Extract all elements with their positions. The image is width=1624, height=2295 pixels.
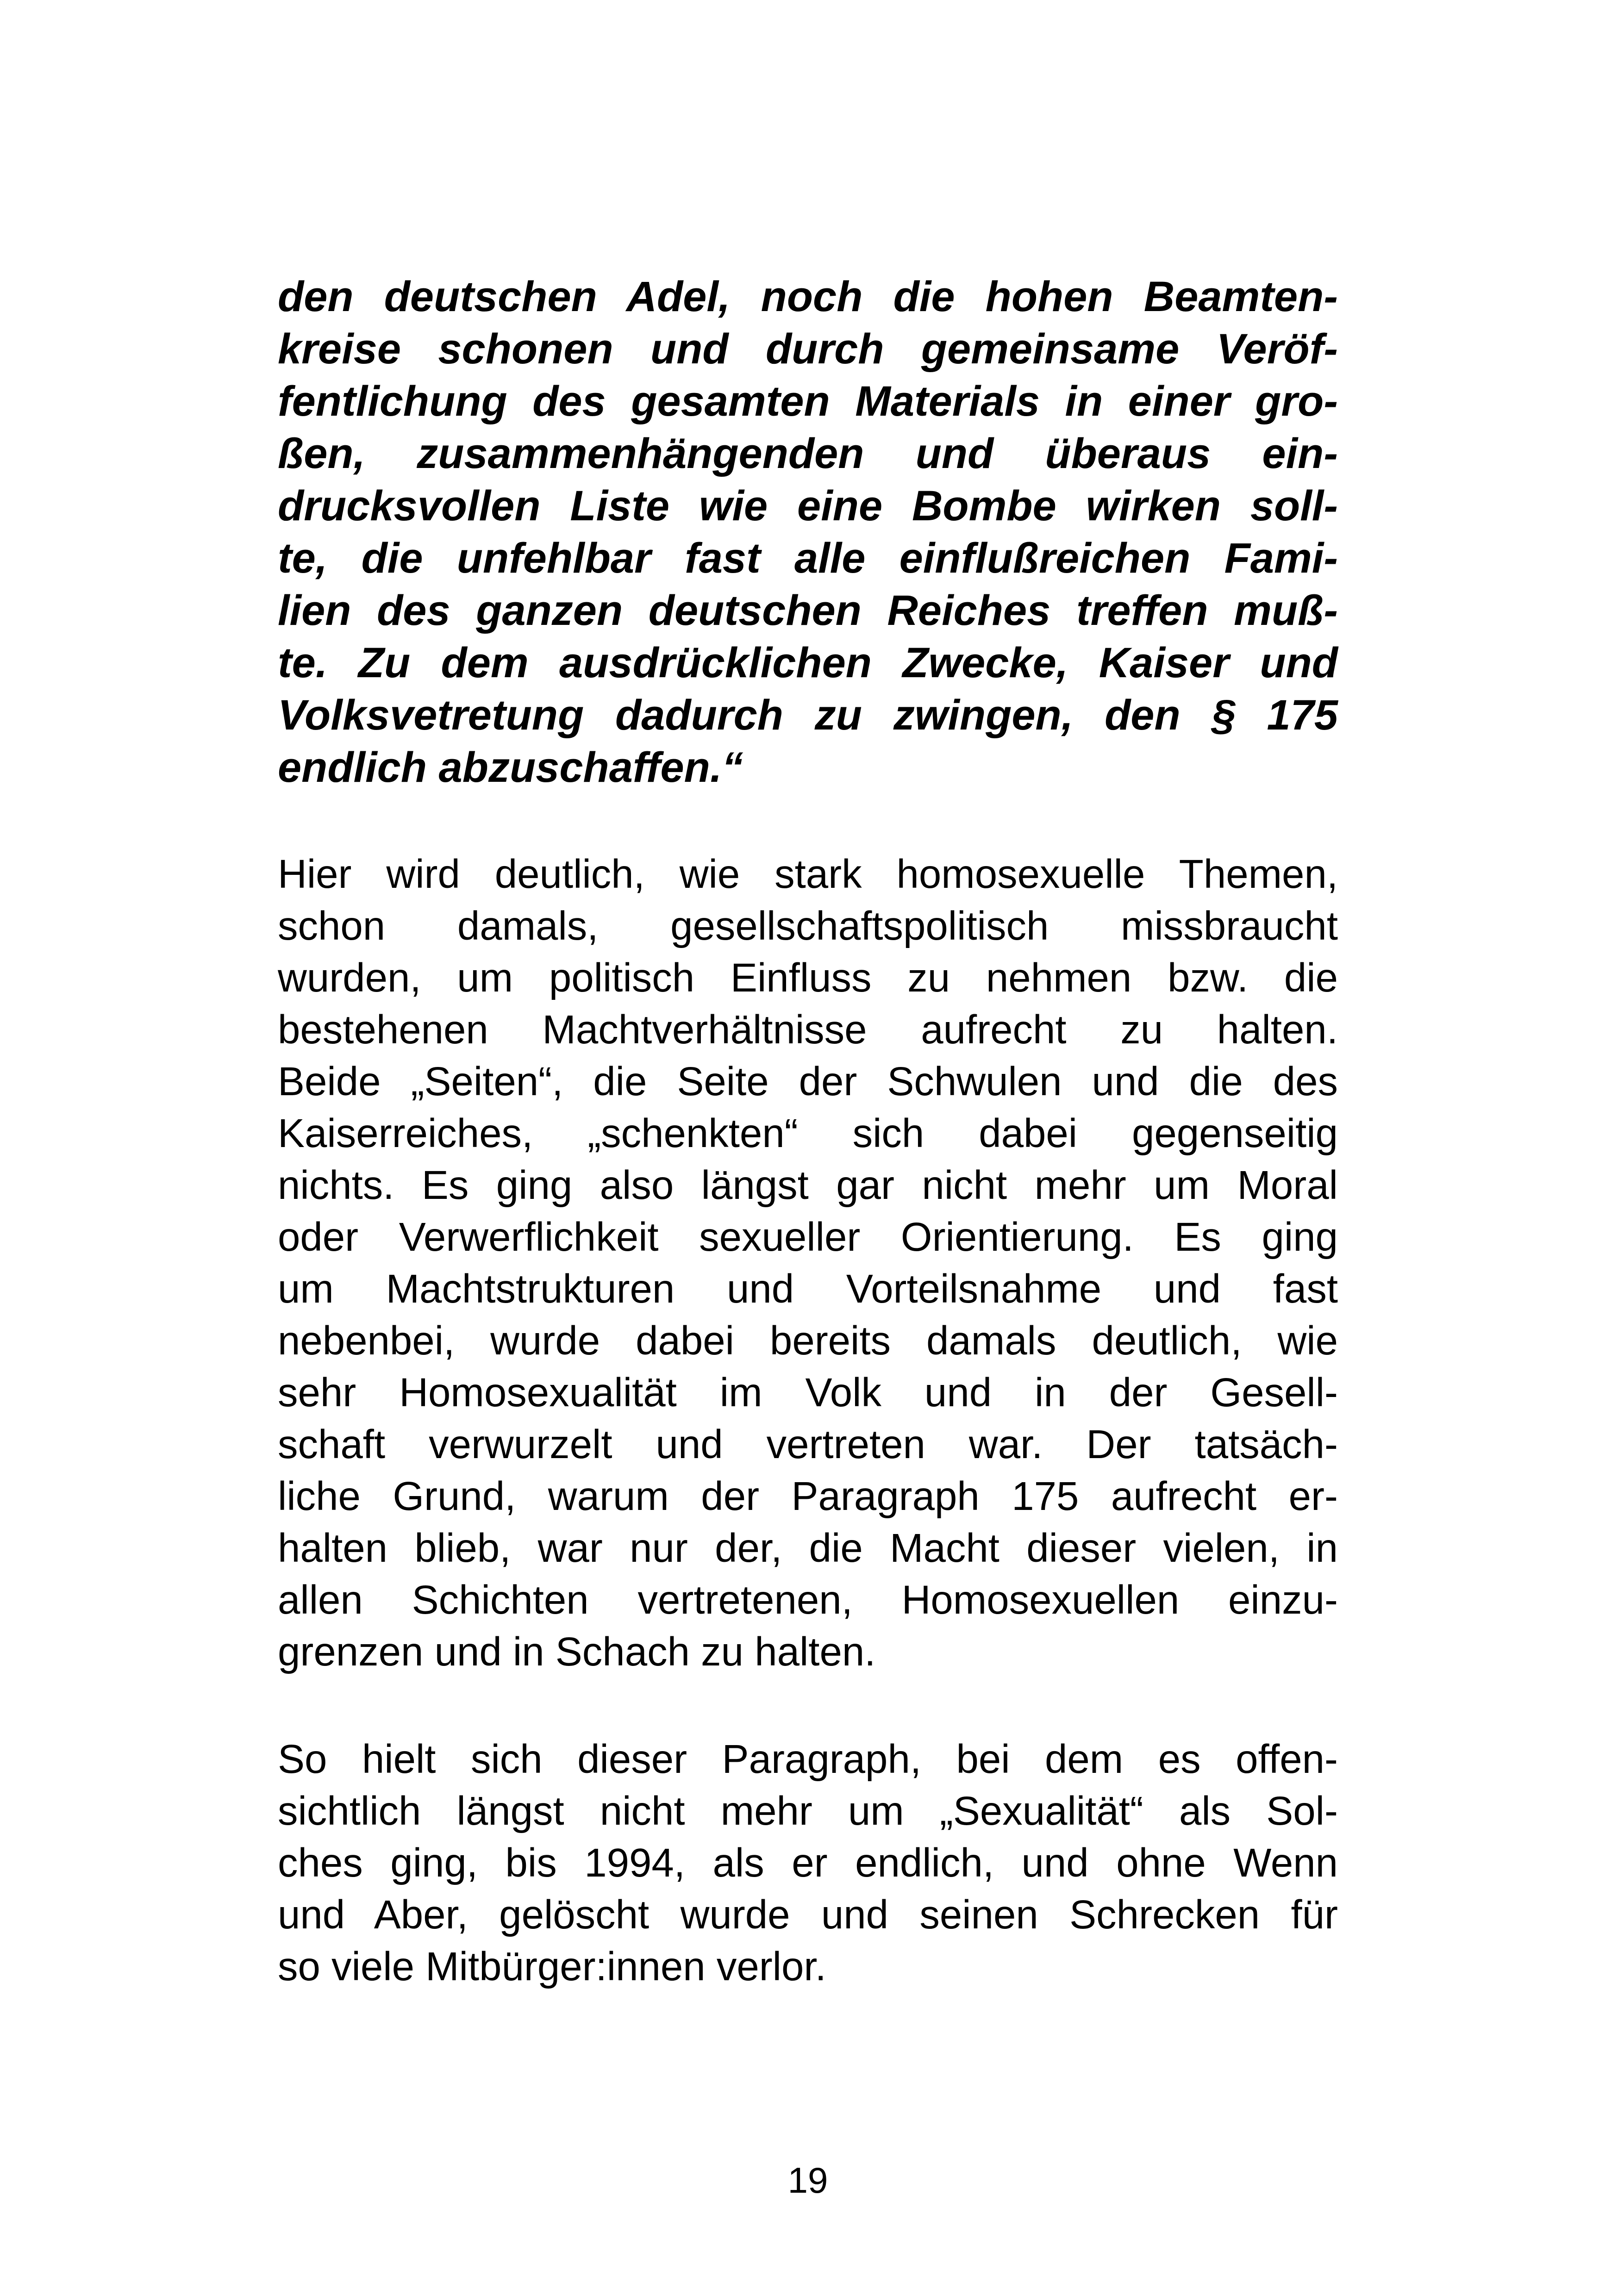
text-line: bestehenen Machtverhältnisse aufrecht zu halten.: [278, 1007, 1338, 1052]
text-line: sehr Homosexualität im Volk und in der Gesell-: [278, 1370, 1338, 1415]
text-line: nichts. Es ging also längst gar nicht mehr um Moral: [278, 1163, 1338, 1208]
text-line: nebenbei, wurde dabei bereits damals deutlich, wie: [278, 1318, 1338, 1363]
text-line: ßen, zusammenhängenden und überaus ein-: [278, 430, 1338, 477]
text-line: grenzen und in Schach zu halten.: [278, 1629, 876, 1674]
quote-paragraph: [278, 271, 1338, 794]
text-line: halten blieb, war nur der, die Macht dieser vielen, in: [278, 1526, 1338, 1571]
text-line: Hier wird deutlich, wie stark homosexuelle Themen,: [278, 852, 1338, 897]
text-line: Beide „Seiten“, die Seite der Schwulen und die des: [278, 1059, 1338, 1104]
text-line: ches ging, bis 1994, als er endlich, und ohne Wenn: [278, 1840, 1338, 1885]
text-line: liche Grund, warum der Paragraph 175 aufrecht er-: [278, 1474, 1338, 1519]
text-line: wurden, um politisch Einfluss zu nehmen bzw. die: [278, 955, 1338, 1000]
text-line: drucksvollen Liste wie eine Bombe wirken soll-: [278, 482, 1338, 530]
text-line: endlich abzuschaffen.“: [278, 744, 743, 791]
text-line: oder Verwerflichkeit sexueller Orientierung. Es ging: [278, 1215, 1338, 1260]
body-paragraph-1: [278, 848, 1338, 1678]
text-line: Kaiserreiches, „schenkten“ sich dabei gegenseitig: [278, 1111, 1338, 1156]
page-content: [278, 271, 1338, 2048]
text-line: sichtlich längst nicht mehr um „Sexualität“ als Sol-: [278, 1789, 1338, 1834]
text-line: den deutschen Adel, noch die hohen Beamten-: [278, 273, 1338, 320]
text-line: So hielt sich dieser Paragraph, bei dem es offen-: [278, 1737, 1338, 1782]
page-number: 19: [787, 2160, 828, 2201]
text-line: fentlichung des gesamten Materials in einer gro-: [278, 378, 1338, 425]
text-line: schaft verwurzelt und vertreten war. Der tatsäch-: [278, 1422, 1338, 1467]
text-line: kreise schonen und durch gemeinsame Veröf-: [278, 325, 1338, 373]
text-line: und Aber, gelöscht wurde und seinen Schrecken für: [278, 1892, 1338, 1937]
text-line: te. Zu dem ausdrücklichen Zwecke, Kaiser und: [278, 639, 1338, 686]
text-line: schon damals, gesellschaftspolitisch missbraucht: [278, 904, 1338, 948]
text-line: allen Schichten vertretenen, Homosexuellen einzu-: [278, 1578, 1338, 1622]
text-line: um Machtstrukturen und Vorteilsnahme und fast: [278, 1266, 1338, 1311]
text-line: lien des ganzen deutschen Reiches treffen muß-: [278, 587, 1338, 634]
body-paragraph-2: [278, 1734, 1338, 1993]
text-line: so viele Mitbürger:innen verlor.: [278, 1944, 826, 1989]
text-line: te, die unfehlbar fast alle einflußreichen Fami-: [278, 535, 1338, 582]
text-line: Volksvetretung dadurch zu zwingen, den § 175: [278, 692, 1338, 739]
